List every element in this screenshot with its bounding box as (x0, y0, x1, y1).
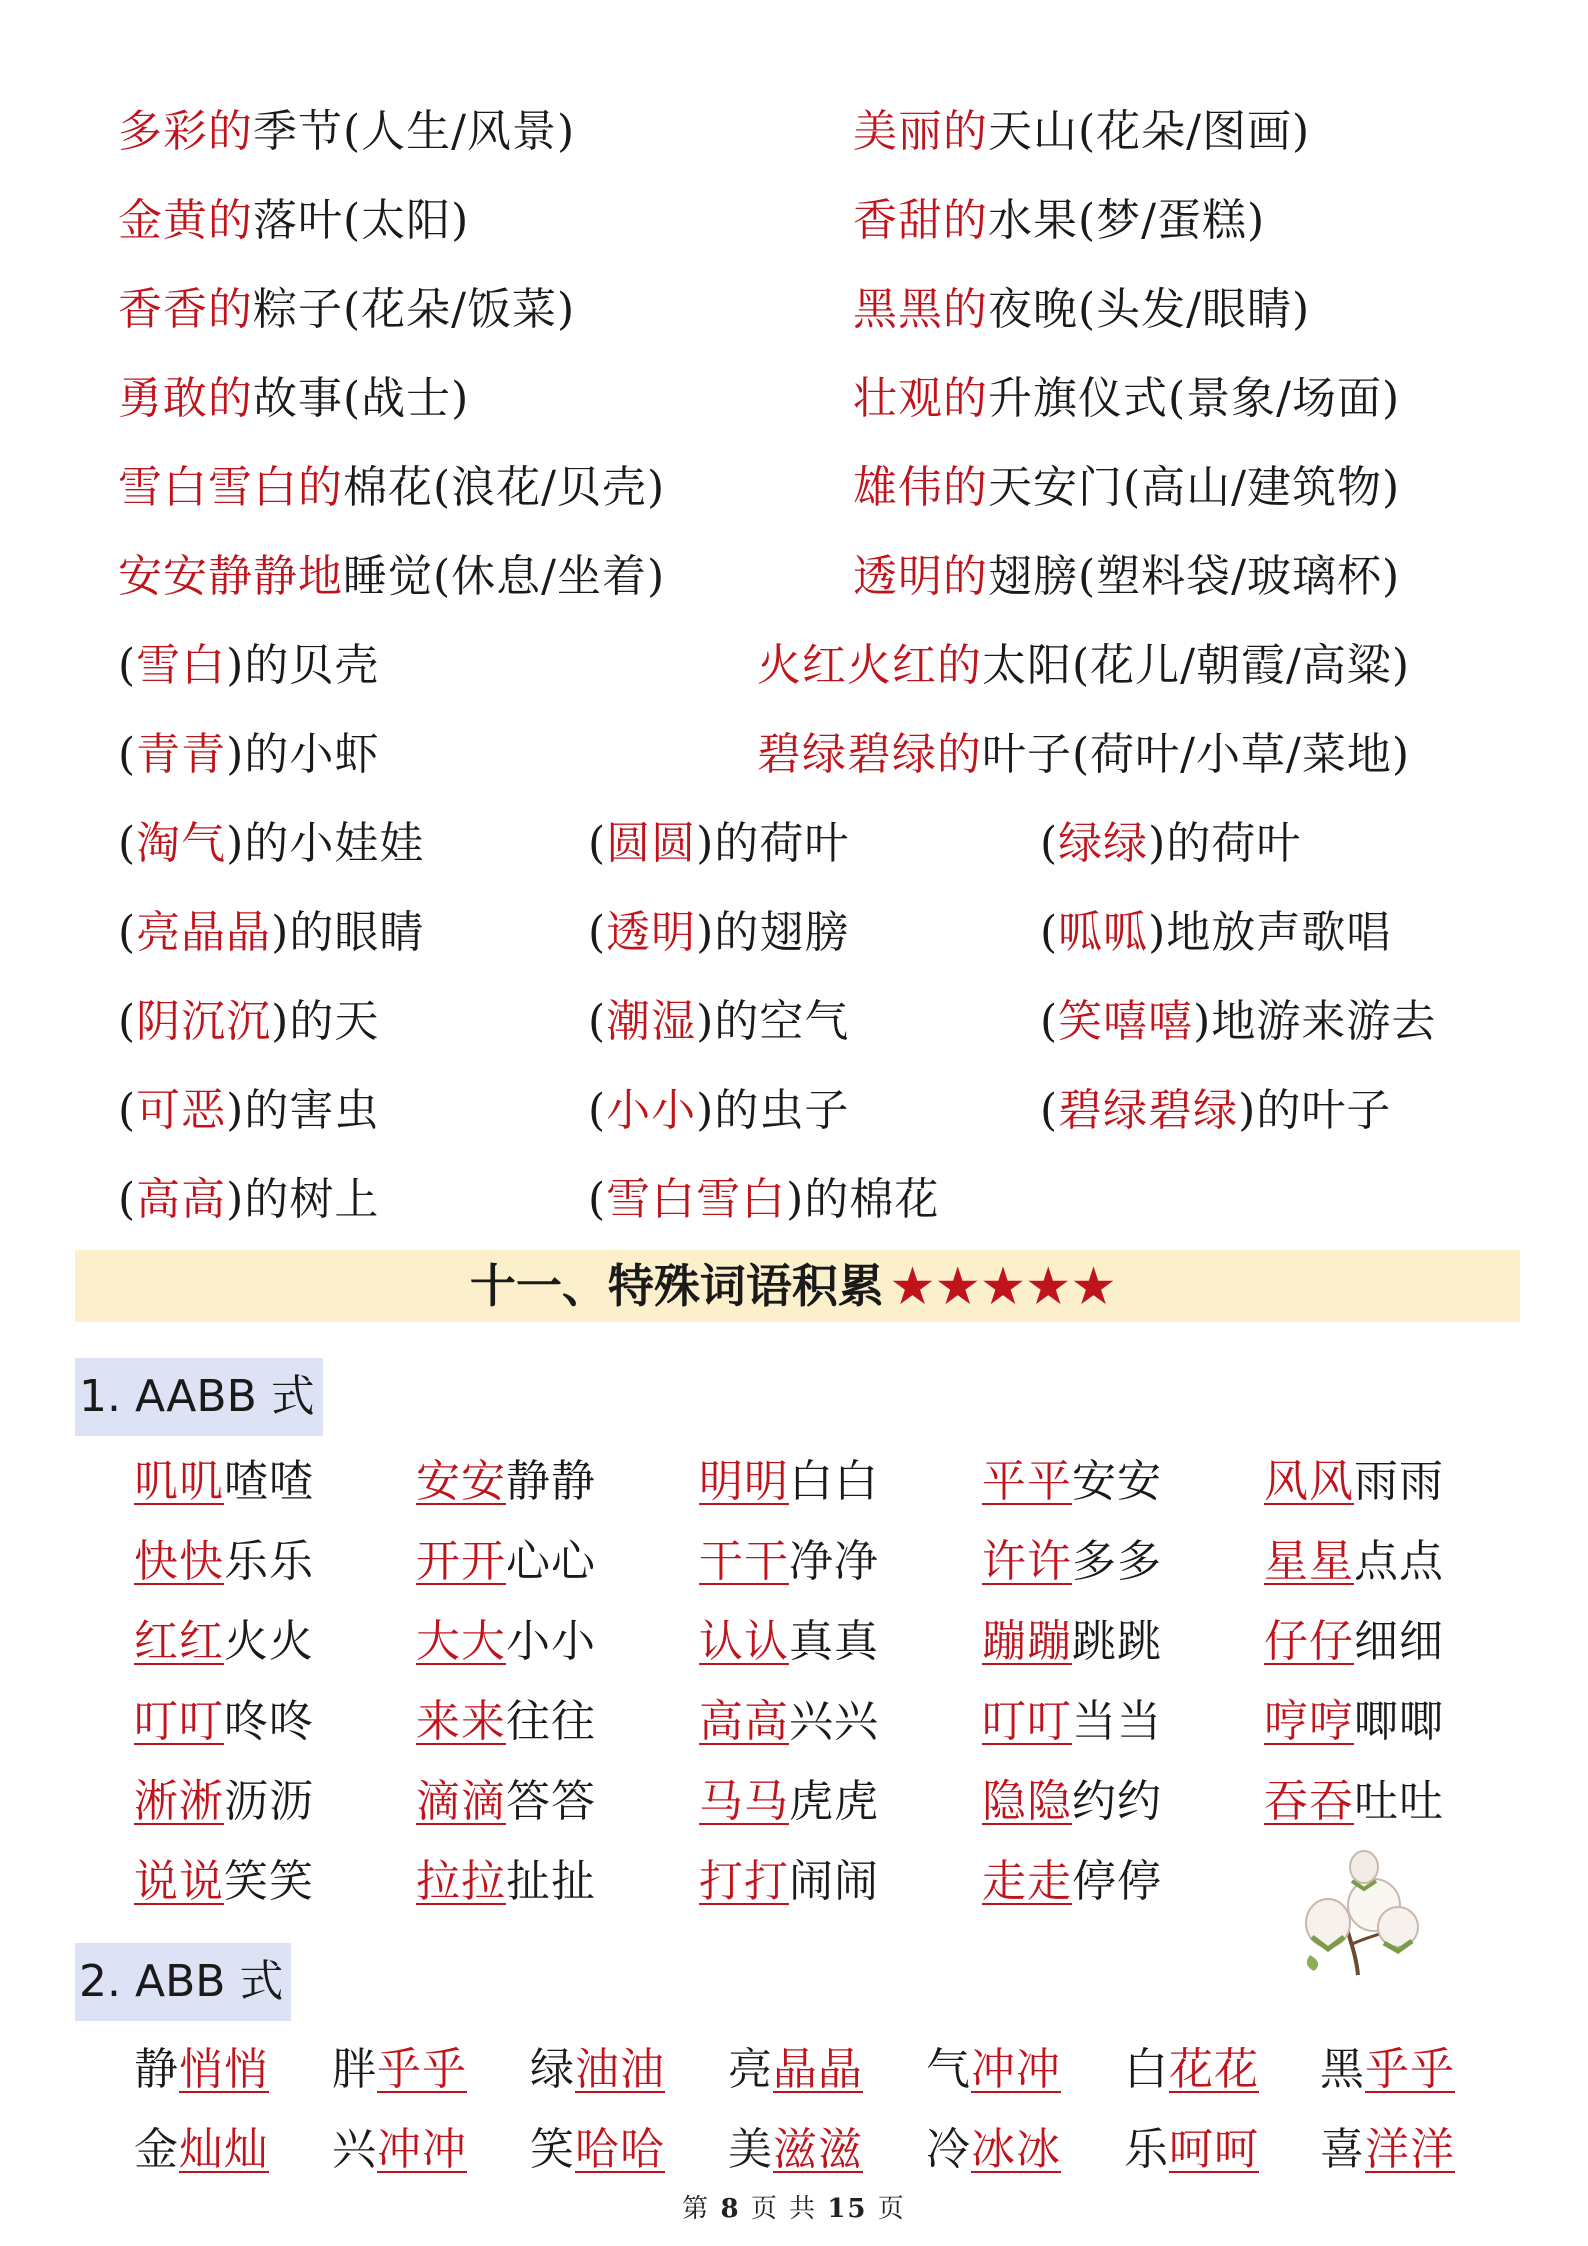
star-rating: ★★★★★ (891, 1259, 1119, 1313)
paren-close: ) (786, 1174, 805, 1225)
aabb-word (982, 1532, 1162, 1592)
aabb-word (982, 1772, 1162, 1832)
black-word: 故事(战士) (253, 373, 470, 424)
abb-part-a: 喜 (1320, 2124, 1365, 2175)
aabb-part-b: 约约 (1072, 1776, 1162, 1827)
black-word: 的虫子 (714, 1085, 850, 1136)
abb-part-b: 灿灿 (179, 2124, 269, 2175)
abb-word (332, 2120, 467, 2180)
red-word: 高高 (136, 1174, 227, 1225)
black-word: 粽子(花朵/饭菜) (253, 284, 576, 335)
aabb-part-a: 叮叮 (982, 1696, 1072, 1747)
aabb-part-b: 点点 (1354, 1536, 1444, 1587)
abb-word (926, 2040, 1061, 2100)
black-word: 的树上 (244, 1174, 380, 1225)
aabb-part-a: 仔仔 (1264, 1616, 1354, 1667)
aabb-part-a: 红红 (134, 1616, 224, 1667)
black-word: 叶子(荷叶/小草/菜地) (982, 729, 1410, 780)
aabb-word (134, 1852, 314, 1912)
paren-open: ( (1040, 996, 1059, 1047)
paren-close: ) (1148, 818, 1167, 869)
aabb-part-b: 往往 (506, 1696, 596, 1747)
paren-open: ( (588, 907, 607, 958)
aabb-part-a: 平平 (982, 1456, 1072, 1507)
red-word: 淘气 (136, 818, 227, 869)
red-word: 雪白雪白的 (118, 462, 343, 513)
fill-item (1040, 903, 1391, 963)
fill-item (118, 636, 379, 696)
phrase-left (118, 369, 469, 429)
aabb-word (1264, 1772, 1444, 1832)
black-word: 地放声歌唱 (1166, 907, 1392, 958)
aabb-word (416, 1532, 596, 1592)
aabb-word (699, 1772, 879, 1832)
aabb-part-b: 净净 (789, 1536, 879, 1587)
aabb-part-a: 快快 (134, 1536, 224, 1587)
aabb-word (1264, 1692, 1444, 1752)
aabb-word (1264, 1532, 1444, 1592)
fill-item (588, 1081, 849, 1141)
black-word: 的荷叶 (714, 818, 850, 869)
aabb-part-b: 跳跳 (1072, 1616, 1162, 1667)
black-word: 的害虫 (244, 1085, 380, 1136)
abb-part-b: 油油 (575, 2044, 665, 2095)
fill-item (118, 992, 379, 1052)
aabb-part-b: 唧唧 (1354, 1696, 1444, 1747)
aabb-word (134, 1532, 314, 1592)
abb-word (134, 2040, 269, 2100)
red-word: 香甜的 (853, 195, 988, 246)
aabb-part-a: 认认 (699, 1616, 789, 1667)
paren-close: ) (696, 907, 715, 958)
aabb-part-a: 开开 (416, 1536, 506, 1587)
paren-close: ) (1238, 1085, 1257, 1136)
black-word: 太阳(花儿/朝霞/高粱) (982, 640, 1410, 691)
aabb-part-b: 白白 (789, 1456, 879, 1507)
paren-open: ( (118, 1085, 137, 1136)
black-word: 的翅膀 (714, 907, 850, 958)
red-word: 透明的 (853, 551, 988, 602)
abb-part-b: 滋滋 (773, 2124, 863, 2175)
aabb-word (699, 1452, 879, 1512)
section-title-text: 十一、特殊词语积累 (469, 1259, 884, 1313)
red-word: 香香的 (118, 284, 253, 335)
aabb-part-a: 吞吞 (1264, 1776, 1354, 1827)
aabb-part-b: 火火 (224, 1616, 314, 1667)
fill-item (1040, 814, 1301, 874)
aabb-word (982, 1612, 1162, 1672)
black-word: 的空气 (714, 996, 850, 1047)
black-word: 翅膀(塑料袋/玻璃杯) (988, 551, 1401, 602)
abb-part-b: 乎乎 (1365, 2044, 1455, 2095)
aabb-word (416, 1452, 596, 1512)
aabb-part-a: 安安 (416, 1456, 506, 1507)
aabb-part-a: 马马 (699, 1776, 789, 1827)
phrase-right (853, 102, 1310, 162)
paren-close: ) (1148, 907, 1167, 958)
abb-part-b: 冲冲 (377, 2124, 467, 2175)
abb-heading: 2. ABB 式 (75, 1943, 291, 2021)
black-word: 升旗仪式(景象/场面) (988, 373, 1401, 424)
red-word: 亮晶晶 (136, 907, 272, 958)
footer-mid: 页 共 (750, 2194, 818, 2224)
red-word: 黑黑的 (853, 284, 988, 335)
red-word: 呱呱 (1058, 907, 1149, 958)
paren-close: ) (696, 996, 715, 1047)
paren-close: ) (226, 1085, 245, 1136)
footer-post: 页 (877, 2194, 906, 2224)
paren-close: ) (271, 907, 290, 958)
aabb-word (982, 1852, 1162, 1912)
abb-part-a: 亮 (728, 2044, 773, 2095)
phrase-right (853, 191, 1265, 251)
aabb-word (134, 1692, 314, 1752)
aabb-part-a: 淅淅 (134, 1776, 224, 1827)
abb-word (728, 2120, 863, 2180)
aabb-part-b: 安安 (1072, 1456, 1162, 1507)
black-word: 的叶子 (1256, 1085, 1392, 1136)
paren-close: ) (226, 729, 245, 780)
aabb-part-b: 扯扯 (506, 1856, 596, 1907)
paren-open: ( (1040, 907, 1059, 958)
aabb-part-b: 答答 (506, 1776, 596, 1827)
abb-part-a: 美 (728, 2124, 773, 2175)
black-word: 睡觉(休息/坐着) (343, 551, 666, 602)
phrase-right (757, 636, 1410, 696)
aabb-part-b: 细细 (1354, 1616, 1444, 1667)
aabb-word (699, 1852, 879, 1912)
paren-open: ( (118, 996, 137, 1047)
paren-open: ( (588, 818, 607, 869)
phrase-left (118, 458, 665, 518)
paren-close: ) (1193, 996, 1212, 1047)
aabb-part-b: 虎虎 (789, 1776, 879, 1827)
red-word: 阴沉沉 (136, 996, 272, 1047)
red-word: 壮观的 (853, 373, 988, 424)
aabb-word (416, 1612, 596, 1672)
footer-total-pages: 15 (827, 2194, 868, 2224)
aabb-word (416, 1852, 596, 1912)
red-word: 笑嘻嘻 (1058, 996, 1194, 1047)
aabb-part-a: 哼哼 (1264, 1696, 1354, 1747)
abb-part-a: 白 (1124, 2044, 1169, 2095)
red-word: 潮湿 (606, 996, 697, 1047)
red-word: 多彩的 (118, 106, 253, 157)
paren-open: ( (118, 907, 137, 958)
aabb-part-b: 乐乐 (224, 1536, 314, 1587)
page-footer (0, 2188, 1588, 2225)
abb-part-a: 胖 (332, 2044, 377, 2095)
abb-part-b: 冰冰 (971, 2124, 1061, 2175)
paren-close: ) (226, 818, 245, 869)
paren-open: ( (1040, 818, 1059, 869)
paren-close: ) (696, 1085, 715, 1136)
aabb-word (982, 1692, 1162, 1752)
black-word: 的眼睛 (289, 907, 425, 958)
fill-item (118, 903, 424, 963)
aabb-part-a: 隐隐 (982, 1776, 1072, 1827)
phrase-right (853, 280, 1310, 340)
paren-open: ( (118, 818, 137, 869)
red-word: 雄伟的 (853, 462, 988, 513)
fill-item (118, 1170, 379, 1230)
abb-part-b: 晶晶 (773, 2044, 863, 2095)
phrase-right (757, 725, 1410, 785)
aabb-part-b: 停停 (1072, 1856, 1162, 1907)
abb-word (1320, 2040, 1455, 2100)
abb-part-a: 绿 (530, 2044, 575, 2095)
phrase-left (118, 102, 575, 162)
fill-item (1040, 992, 1436, 1052)
abb-word (1124, 2040, 1259, 2100)
red-word: 勇敢的 (118, 373, 253, 424)
abb-part-b: 冲冲 (971, 2044, 1061, 2095)
aabb-part-b: 当当 (1072, 1696, 1162, 1747)
red-word: 碧绿碧绿的 (757, 729, 982, 780)
black-word: 落叶(太阳) (253, 195, 470, 246)
footer-page-number: 8 (720, 2194, 741, 2224)
aabb-word (416, 1692, 596, 1752)
aabb-part-b: 真真 (789, 1616, 879, 1667)
aabb-part-a: 来来 (416, 1696, 506, 1747)
paren-close: ) (271, 996, 290, 1047)
aabb-part-a: 说说 (134, 1856, 224, 1907)
red-word: 圆圆 (606, 818, 697, 869)
aabb-part-b: 兴兴 (789, 1696, 879, 1747)
fill-item (588, 992, 849, 1052)
aabb-word (134, 1452, 314, 1512)
phrase-left (118, 191, 469, 251)
black-word: 水果(梦/蛋糕) (988, 195, 1266, 246)
red-word: 绿绿 (1058, 818, 1149, 869)
aabb-word (699, 1612, 879, 1672)
black-word: 的天 (289, 996, 380, 1047)
aabb-part-a: 蹦蹦 (982, 1616, 1072, 1667)
aabb-word (1264, 1452, 1444, 1512)
aabb-word (134, 1772, 314, 1832)
paren-open: ( (588, 1085, 607, 1136)
red-word: 美丽的 (853, 106, 988, 157)
aabb-heading: 1. AABB 式 (75, 1358, 323, 1436)
aabb-part-a: 许许 (982, 1536, 1072, 1587)
paren-open: ( (118, 1174, 137, 1225)
aabb-part-a: 大大 (416, 1616, 506, 1667)
abb-word (134, 2120, 269, 2180)
footer-pre: 第 (682, 2194, 711, 2224)
aabb-part-a: 叮叮 (134, 1696, 224, 1747)
black-word: 夜晚(头发/眼睛) (988, 284, 1311, 335)
abb-word (728, 2040, 863, 2100)
aabb-part-a: 拉拉 (416, 1856, 506, 1907)
abb-word (332, 2040, 467, 2100)
aabb-part-a: 风风 (1264, 1456, 1354, 1507)
aabb-word (134, 1612, 314, 1672)
paren-close: ) (226, 1174, 245, 1225)
aabb-part-a: 滴滴 (416, 1776, 506, 1827)
abb-part-b: 悄悄 (179, 2044, 269, 2095)
phrase-right (853, 458, 1400, 518)
fill-item (118, 1081, 379, 1141)
aabb-word (416, 1772, 596, 1832)
aabb-part-b: 小小 (506, 1616, 596, 1667)
abb-part-a: 笑 (530, 2124, 575, 2175)
black-word: 地游来游去 (1211, 996, 1437, 1047)
fill-item (118, 725, 379, 785)
abb-word (1124, 2120, 1259, 2180)
black-word: 天安门(高山/建筑物) (988, 462, 1401, 513)
phrase-left (118, 547, 665, 607)
phrase-left (118, 280, 575, 340)
abb-word (530, 2120, 665, 2180)
aabb-part-a: 打打 (699, 1856, 789, 1907)
aabb-part-b: 笑笑 (224, 1856, 314, 1907)
black-word: 的小虾 (244, 729, 380, 780)
fill-item (588, 903, 849, 963)
aabb-part-b: 闹闹 (789, 1856, 879, 1907)
phrase-right (853, 369, 1400, 429)
red-word: 雪白雪白 (606, 1174, 787, 1225)
abb-part-a: 金 (134, 2124, 179, 2175)
abb-part-b: 花花 (1169, 2044, 1259, 2095)
aabb-part-a: 干干 (699, 1536, 789, 1587)
abb-part-a: 乐 (1124, 2124, 1169, 2175)
black-word: 的小娃娃 (244, 818, 425, 869)
aabb-part-a: 高高 (699, 1696, 789, 1747)
fill-item (588, 1170, 939, 1230)
paren-open: ( (1040, 1085, 1059, 1136)
aabb-part-b: 雨雨 (1354, 1456, 1444, 1507)
paren-open: ( (118, 640, 137, 691)
cotton-flower-icon (1288, 1845, 1428, 1985)
abb-part-a: 气 (926, 2044, 971, 2095)
abb-word (1320, 2120, 1455, 2180)
abb-word (926, 2120, 1061, 2180)
red-word: 透明 (606, 907, 697, 958)
abb-part-a: 静 (134, 2044, 179, 2095)
red-word: 碧绿碧绿 (1058, 1085, 1239, 1136)
paren-open: ( (588, 1174, 607, 1225)
abb-part-b: 呵呵 (1169, 2124, 1259, 2175)
fill-item (1040, 1081, 1391, 1141)
black-word: 天山(花朵/图画) (988, 106, 1311, 157)
red-word: 金黄的 (118, 195, 253, 246)
fill-item (588, 814, 849, 874)
aabb-word (699, 1532, 879, 1592)
red-word: 火红火红的 (757, 640, 982, 691)
aabb-word (1264, 1612, 1444, 1672)
fill-item (118, 814, 424, 874)
red-word: 小小 (606, 1085, 697, 1136)
black-word: 的贝壳 (244, 640, 380, 691)
abb-part-b: 哈哈 (575, 2124, 665, 2175)
section-title (0, 1256, 1588, 1316)
aabb-word (699, 1692, 879, 1752)
red-word: 可恶 (136, 1085, 227, 1136)
abb-part-a: 冷 (926, 2124, 971, 2175)
aabb-part-b: 沥沥 (224, 1776, 314, 1827)
red-word: 安安静静地 (118, 551, 343, 602)
abb-part-b: 乎乎 (377, 2044, 467, 2095)
red-word: 青青 (136, 729, 227, 780)
paren-close: ) (226, 640, 245, 691)
black-word: 的荷叶 (1166, 818, 1302, 869)
aabb-part-a: 明明 (699, 1456, 789, 1507)
black-word: 的棉花 (804, 1174, 940, 1225)
aabb-part-b: 静静 (506, 1456, 596, 1507)
phrase-right (853, 547, 1400, 607)
black-word: 季节(人生/风景) (253, 106, 576, 157)
red-word: 雪白 (136, 640, 227, 691)
paren-open: ( (118, 729, 137, 780)
aabb-part-b: 咚咚 (224, 1696, 314, 1747)
aabb-part-a: 走走 (982, 1856, 1072, 1907)
aabb-part-a: 星星 (1264, 1536, 1354, 1587)
paren-open: ( (588, 996, 607, 1047)
black-word: 棉花(浪花/贝壳) (343, 462, 666, 513)
aabb-part-a: 叽叽 (134, 1456, 224, 1507)
abb-part-a: 兴 (332, 2124, 377, 2175)
aabb-part-b: 喳喳 (224, 1456, 314, 1507)
abb-word (530, 2040, 665, 2100)
paren-close: ) (696, 818, 715, 869)
aabb-part-b: 多多 (1072, 1536, 1162, 1587)
aabb-part-b: 吐吐 (1354, 1776, 1444, 1827)
abb-part-a: 黑 (1320, 2044, 1365, 2095)
aabb-part-b: 心心 (506, 1536, 596, 1587)
aabb-word (982, 1452, 1162, 1512)
abb-part-b: 洋洋 (1365, 2124, 1455, 2175)
